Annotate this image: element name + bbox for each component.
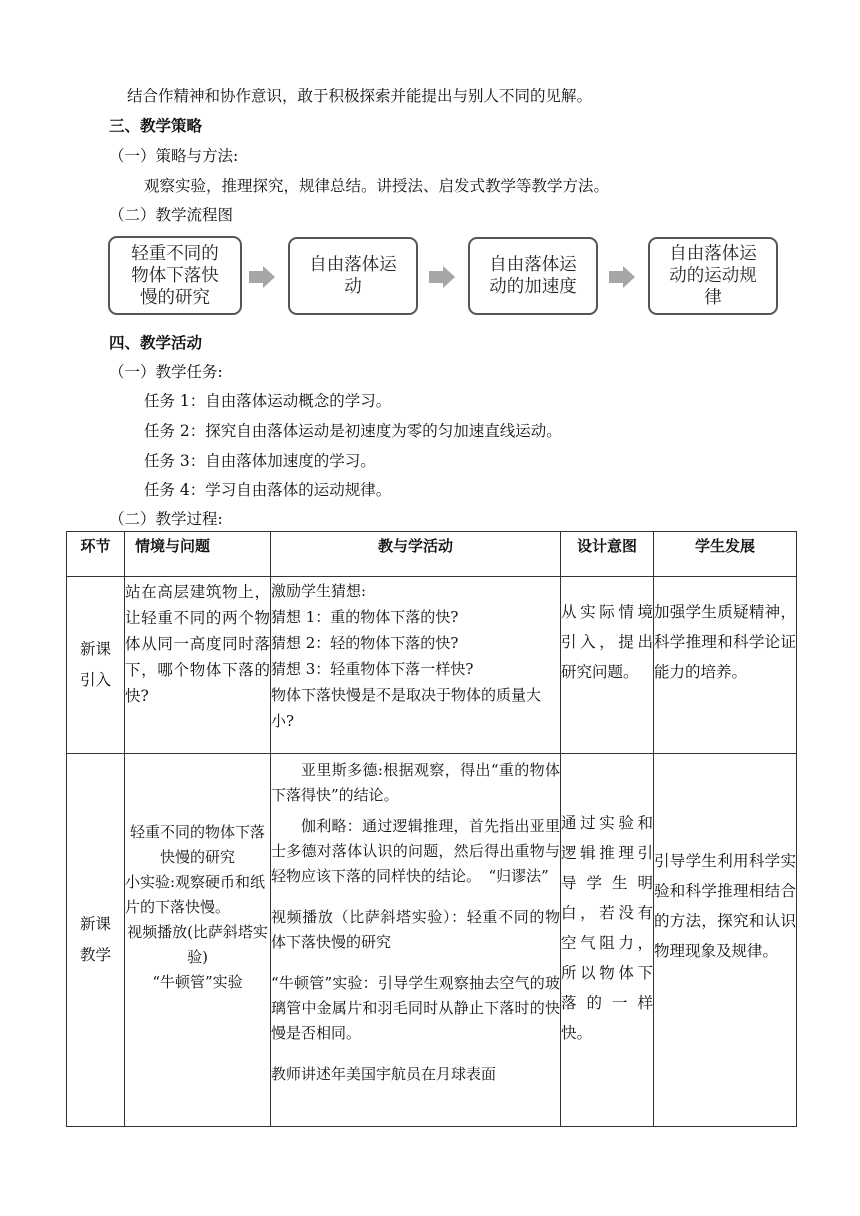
row2-intent <box>561 754 654 1127</box>
row1-stage-text: 新课引入 <box>79 640 111 689</box>
row1-intent <box>561 577 654 754</box>
flow-arrow-icon <box>609 266 635 288</box>
flow-step-3-line: 自由落体运 <box>489 255 577 275</box>
section3-sub1-text: 观察实验，推理探究，规律总结。讲授法、启发式教学等教学方法。 <box>144 177 610 195</box>
row2-stage-text: 新课教学 <box>79 915 111 964</box>
row1-development-text: 加强学生质疑精神，科学推理和科学论证能力的培养。 <box>654 603 796 681</box>
row2-activities <box>271 754 561 1127</box>
header-development: 学生发展 <box>654 532 797 577</box>
teaching-process-table <box>66 531 797 1127</box>
row2-activity-para: 亚里斯多德:根据观察，得出“重的物体下落得快”的结论。 <box>271 761 560 804</box>
flow-step-4-line: 律 <box>704 288 722 308</box>
row1-activity-line: 猜想 3：轻重物体下落一样快? <box>271 660 474 678</box>
row1-activity-line: 物体下落快慢是不是取决于物体的质量大小? <box>271 686 542 730</box>
task-item: 任务 3：自由落体加速度的学习。 <box>144 452 376 470</box>
flow-step-3-line: 动的加速度 <box>489 277 577 297</box>
row1-activities <box>271 577 561 754</box>
row1-situation <box>125 577 271 754</box>
table-row <box>67 754 797 1127</box>
flow-step-1-line: 慢的研究 <box>140 287 210 308</box>
section3-sub1: （一）策略与方法: <box>109 147 239 165</box>
row2-situation <box>125 754 271 1127</box>
header-intent: 设计意图 <box>561 532 654 577</box>
flow-step-1-line: 轻重不同的 <box>131 243 219 264</box>
section4-sub1: （一）教学任务: <box>109 363 223 381</box>
row2-situation-line: 视频播放(比萨斜塔实验) <box>127 923 268 966</box>
table-row <box>67 577 797 754</box>
row2-intent-text: 通过实验和逻辑推理引导学生明白，若没有空气阻力，所以物体下落的一样快。 <box>561 814 653 1042</box>
flow-step-4 <box>648 237 778 315</box>
row1-activity-line: 猜想 2：轻的物体下落的快? <box>271 634 459 652</box>
header-activities: 教与学活动 <box>271 532 561 577</box>
row1-stage <box>67 577 125 754</box>
row2-activity-para: 视频播放（比萨斜塔实验）：轻重不同的物体下落快慢的研究 <box>271 908 560 951</box>
section4-heading: 四、教学活动 <box>109 333 203 352</box>
table-header-row <box>67 532 797 577</box>
row1-development <box>654 577 797 754</box>
flow-step-4-line: 自由落体运 <box>669 244 757 264</box>
row1-activity-line: 猜想 1：重的物体下落的快? <box>271 608 459 626</box>
flow-arrow-icon <box>429 266 455 288</box>
row2-activity-para: 教师讲述年美国宇航员在月球表面 <box>271 1065 497 1083</box>
section4-sub2: （二）教学过程: <box>109 510 223 528</box>
header-situation: 情境与问题 <box>125 532 271 577</box>
header-stage: 环节 <box>67 532 125 577</box>
row2-situation-line: 小实验:观察硬币和纸片的下落快慢。 <box>125 873 266 916</box>
intro-line: 结合作精神和协作意识，敢于积极探索并能提出与别人不同的见解。 <box>127 87 593 105</box>
flow-step-2-line: 动 <box>344 277 362 297</box>
flow-step-1 <box>108 236 242 315</box>
row2-activity-para: 伽利略：通过逻辑推理，首先指出亚里士多德对落体认识的问题，然后得出重物与轻物应该下落的同样快的结论。 “归谬法” <box>271 817 560 885</box>
row1-intent-text: 从实际情境引入，提出研究问题。 <box>561 603 653 681</box>
row2-situation-line: 轻重不同的物体下落快慢的研究 <box>129 823 265 866</box>
row2-stage <box>67 754 125 1127</box>
row2-situation-line: “牛顿管”实验 <box>152 973 243 991</box>
task-item: 任务 2：探究自由落体运动是初速度为零的匀加速直线运动。 <box>144 422 562 440</box>
section3-sub2: （二）教学流程图 <box>109 206 234 224</box>
row1-activity-line: 激励学生猜想: <box>271 582 367 600</box>
flow-step-1-line: 物体下落快 <box>131 265 219 286</box>
row2-development-text: 引导学生利用科学实验和科学推理相结合的方法，探究和认识物理现象及规律。 <box>654 852 796 960</box>
flow-step-2 <box>288 237 418 315</box>
flow-arrow-icon <box>249 266 275 288</box>
row2-development <box>654 754 797 1127</box>
flow-step-3 <box>468 237 598 315</box>
flow-step-2-line: 自由落体运 <box>309 255 397 275</box>
task-item: 任务 4：学习自由落体的运动规律。 <box>144 481 392 499</box>
row2-activity-para: “牛顿管”实验：引导学生观察抽去空气的玻璃管中金属片和羽毛同时从静止下落时的快慢是否相同。 <box>271 974 560 1042</box>
section3-heading: 三、教学策略 <box>109 116 203 135</box>
flow-step-4-line: 动的运动规 <box>669 266 757 286</box>
row1-situation-text: 站在高层建筑物上，让轻重不同的两个物体从同一高度同时落下，哪个物体下落的快? <box>125 583 270 705</box>
task-item: 任务 1：自由落体运动概念的学习。 <box>144 392 392 410</box>
